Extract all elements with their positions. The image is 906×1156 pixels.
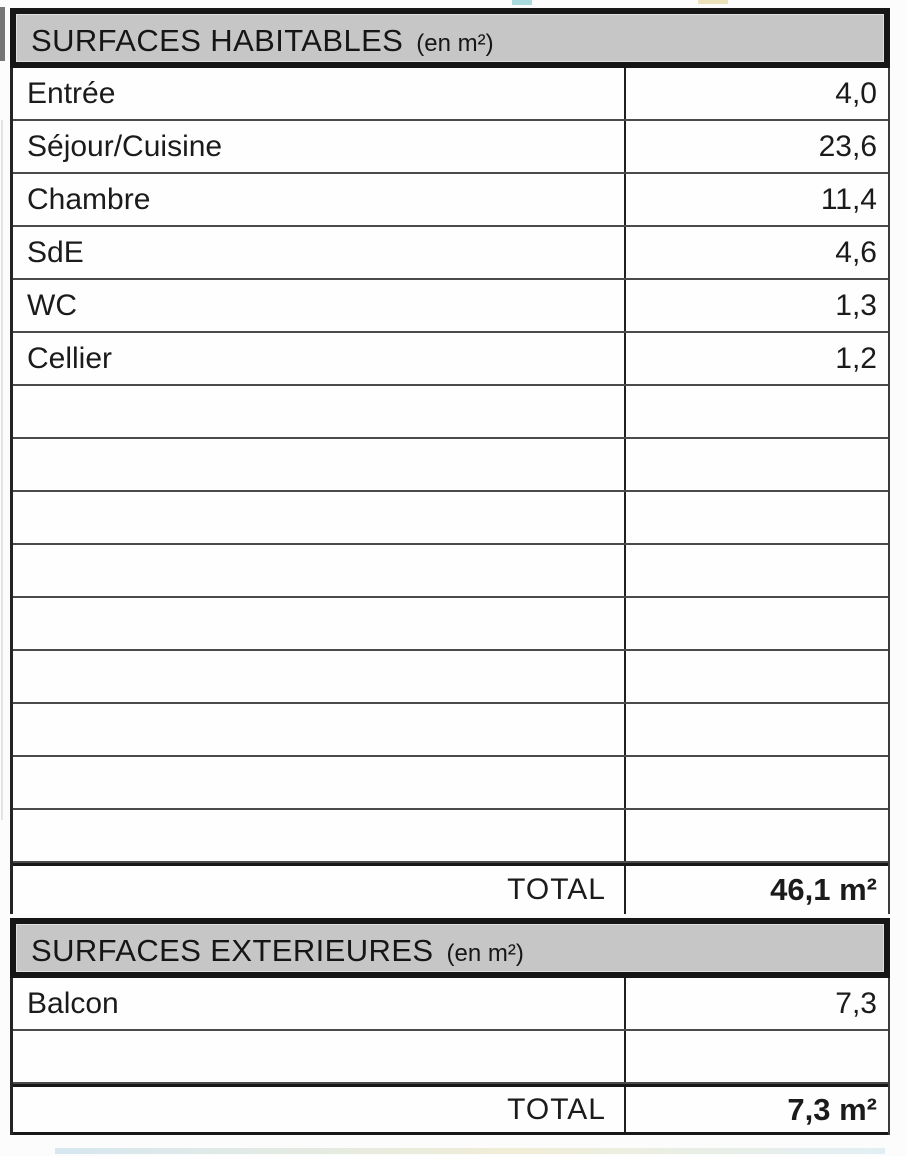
- scan-artifact: [0, 7, 5, 61]
- total-value: 46,1 m²: [770, 872, 877, 907]
- section-header-exterieures: [10, 918, 890, 978]
- table-row: [13, 333, 888, 386]
- table-row-empty: [13, 704, 888, 757]
- room-label-cell: [13, 651, 626, 702]
- section-title: SURFACES EXTERIEURES: [31, 933, 434, 968]
- area-value-cell: 11,4: [820, 182, 877, 216]
- scan-artifact: [698, 0, 728, 4]
- area-value-cell: [626, 810, 888, 861]
- section-header-text: [31, 933, 524, 969]
- room-label-cell: Balcon: [13, 978, 626, 1029]
- table-row: [13, 280, 888, 333]
- section-header-habitables: [10, 8, 890, 68]
- room-label-cell: Chambre: [13, 174, 626, 225]
- area-value-cell: 1,3: [835, 288, 877, 322]
- section-unit-note: (en m²): [446, 940, 524, 967]
- scan-artifact: [1, 120, 3, 820]
- table-row: [13, 68, 888, 121]
- room-label-cell: [13, 598, 626, 649]
- area-value-cell: [626, 651, 888, 702]
- section-unit-note: (en m²): [416, 30, 494, 57]
- scan-artifact: [512, 0, 532, 5]
- total-value: 7,3 m²: [787, 1091, 877, 1127]
- area-value-cell: [626, 757, 888, 808]
- table-row-empty: [13, 439, 888, 492]
- total-label: TOTAL: [13, 1087, 626, 1132]
- table-row: [13, 227, 888, 280]
- room-label-cell: [13, 757, 626, 808]
- table-row-empty: [13, 492, 888, 545]
- room-label-cell: WC: [13, 280, 626, 331]
- room-label-cell: SdE: [13, 227, 626, 278]
- surface-table-habitables: [10, 68, 890, 914]
- section-title: SURFACES HABITABLES: [31, 23, 404, 58]
- room-label-cell: [13, 439, 626, 490]
- room-label-cell: [13, 810, 626, 861]
- area-value-cell: [626, 704, 888, 755]
- area-value-cell: [626, 492, 888, 543]
- table-row-empty: [13, 651, 888, 704]
- area-value-cell: 23,6: [818, 129, 877, 163]
- room-label-cell: [13, 386, 626, 437]
- area-value-cell: 4,0: [835, 76, 877, 110]
- area-value-cell: 7,3: [835, 986, 877, 1020]
- total-row: [13, 863, 888, 914]
- section-header-text: [31, 23, 494, 59]
- table-row-empty: [13, 545, 888, 598]
- table-row-empty: [13, 386, 888, 439]
- table-row-empty: [13, 1031, 888, 1084]
- room-label-cell: Cellier: [13, 333, 626, 384]
- room-label-cell: [13, 704, 626, 755]
- table-row-empty: [13, 598, 888, 651]
- surface-document: [10, 8, 890, 1135]
- room-label-cell: Séjour/Cuisine: [13, 121, 626, 172]
- room-label-cell: Entrée: [13, 68, 626, 119]
- total-label: TOTAL: [13, 866, 626, 914]
- area-value-cell: 4,6: [835, 235, 877, 269]
- total-row: [13, 1084, 888, 1135]
- area-value-cell: [626, 386, 888, 437]
- area-value-cell: 1,2: [835, 341, 877, 375]
- table-row: [13, 121, 888, 174]
- table-row: [13, 174, 888, 227]
- room-label-cell: [13, 492, 626, 543]
- room-label-cell: [13, 1031, 626, 1082]
- table-row-empty: [13, 810, 888, 863]
- scan-artifact: [55, 1148, 885, 1154]
- area-value-cell: [626, 439, 888, 490]
- table-row-empty: [13, 757, 888, 810]
- room-label-cell: [13, 545, 626, 596]
- area-value-cell: [626, 598, 888, 649]
- area-value-cell: [626, 545, 888, 596]
- table-row: [13, 978, 888, 1031]
- surface-table-exterieures: [10, 978, 890, 1135]
- area-value-cell: [626, 1031, 888, 1082]
